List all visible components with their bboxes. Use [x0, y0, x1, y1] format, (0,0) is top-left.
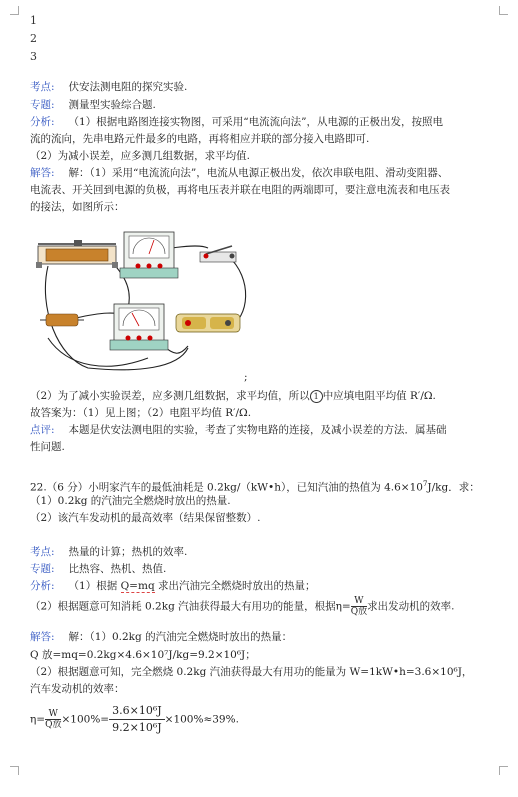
circuit-figure	[28, 218, 258, 380]
line-number-1: 1	[30, 14, 37, 27]
jieda-row-3: 的接法，如图所示：	[30, 201, 125, 213]
corner-mark-bottom-left	[10, 766, 19, 775]
corner-mark-top-right	[499, 6, 508, 15]
q22-jieda-row-3: （2）根据题意可知，完全燃烧 0.2kg 汽油获得最大有用功的能量为 W=1kW•h=3.6×10⁶J，	[30, 666, 473, 678]
eta-frac2	[109, 703, 165, 736]
q22-jieda-row-2: Q 放=mq=0.2kg×4.6×10⁷J/kg=9.2×10⁶J；	[30, 649, 256, 661]
answer-text-1a: （2）为了减小实验误差，应多测几组数据，求平均值，所以	[30, 390, 310, 402]
eta-frac2-den: 9.2×10⁶J	[112, 721, 162, 734]
q22-zhuanti-row	[30, 562, 490, 576]
q22-fenxi-row-2	[30, 596, 490, 617]
line-number-3: 3	[30, 50, 37, 63]
eta-frac1-den: Q放	[45, 720, 62, 730]
q22-jieda-label: 解答:	[30, 631, 55, 643]
dianping-label: 点评:	[30, 424, 55, 436]
q22-jieda-text-1: 解：（1）0.2kg 的汽油完全燃烧时放出的热量：	[68, 631, 293, 643]
q22-kaodian-row	[30, 545, 490, 559]
jieda-row-1	[30, 166, 490, 180]
q22-kaodian-label: 考点:	[30, 546, 55, 558]
rheostat	[36, 240, 118, 268]
eta-frac2-num: 3.6×10⁶J	[109, 703, 165, 720]
q22-title-sup: 7	[422, 480, 428, 488]
battery	[176, 314, 240, 332]
eta-prefix: η=	[30, 713, 46, 726]
q22-zhuanti-label: 专题:	[30, 563, 55, 575]
q22-fenxi-row-1	[30, 579, 490, 593]
figure-caption: ;	[244, 371, 248, 383]
q22-zhuanti-text: 比热容、热机、热值.	[68, 563, 167, 575]
eta-mid: ×100%=	[61, 713, 110, 726]
resistor	[40, 314, 84, 326]
q22-fenxi-text-1b: 求出汽油完全燃烧时放出的热量；	[154, 580, 316, 592]
q22-part1: （1）0.2kg 的汽油完全燃烧时放出的热量.	[30, 495, 231, 507]
q22-fenxi-text-2b: 求出发动机的效率.	[367, 600, 455, 613]
kaodian-label: 考点:	[30, 81, 55, 93]
q22-part2: （2）该汽车发动机的最高效率（结果保留整数）.	[30, 512, 261, 524]
corner-mark-bottom-right	[499, 766, 508, 775]
q22-title	[30, 477, 490, 495]
fenxi-label: 分析:	[30, 116, 55, 128]
corner-mark-top-left	[10, 6, 19, 15]
q22-fenxi-formula: Q=mq	[120, 580, 155, 592]
q22-jieda-row-4: 汽车发动机的效率：	[30, 683, 125, 695]
dianping-row-1	[30, 423, 490, 437]
q22-fenxi-text-1a: （1）根据	[68, 580, 121, 592]
dianping-row-2: 性问题.	[30, 441, 65, 453]
zhuanti-label: 专题:	[30, 99, 55, 111]
eta-fraction-num: W	[351, 596, 367, 607]
efficiency-equation	[30, 703, 490, 736]
q22-fenxi-label: 分析:	[30, 580, 55, 592]
kaodian-row	[30, 80, 490, 94]
fenxi-row-1	[30, 115, 490, 129]
eta-frac1	[45, 709, 61, 730]
eta-frac1-num: W	[45, 709, 61, 720]
jieda-text-1: 解：（1）采用“电流流向法”，电流从电源正极出发，依次串联电阻、滑动变阻器、	[68, 167, 449, 179]
zhuanti-text: 测量型实验综合题.	[68, 99, 156, 111]
jieda-row-2: 电流表、开关回到电源的负极，再将电压表并联在电阻的两端即可，要注意电流表和电压表	[30, 184, 450, 196]
jieda-label: 解答:	[30, 167, 55, 179]
q22-title-text: 22.（6 分）小明家汽车的最低油耗是 0.2kg/（kW•h），已知汽油的热值为 4.6×10	[30, 481, 423, 494]
eta-fraction-den: Q放	[350, 607, 368, 617]
fenxi-row-3: （2）为减小误差，应多测几组数据，求平均值.	[30, 150, 251, 162]
voltmeter	[110, 304, 168, 350]
answer-row-1	[30, 389, 490, 403]
eta-fraction	[351, 596, 367, 617]
ammeter	[120, 232, 178, 278]
kaodian-text: 伏安法测电阻的探究实验.	[68, 81, 188, 93]
answer-row-2: 故答案为：（1）见上图；（2）电阻平均值 R′/Ω.	[30, 407, 252, 419]
q22-fenxi-text-2a: （2）根据题意可知消耗 0.2kg 汽油获得最大有用功的能量，根据η=	[30, 600, 351, 613]
answer-text-1b: 中应填电阻平均值 R′/Ω.	[322, 390, 436, 402]
eta-end: ×100%≈39%.	[164, 713, 239, 726]
q22-kaodian-text: 热量的计算；热机的效率.	[68, 546, 188, 558]
fenxi-text-1: （1）根据电路图连接实物图，可采用“电流流向法”，从电源的正极出发，按照电	[68, 116, 443, 128]
q22-title-end: J/kg．求：	[427, 481, 480, 494]
circled-number: 1	[310, 390, 323, 403]
line-number-2: 2	[30, 32, 37, 45]
zhuanti-row	[30, 98, 490, 112]
switch	[200, 246, 236, 262]
dianping-text-1: 本题是伏安法测电阻的实验，考查了实物电路的连接，及减小误差的方法．属基础	[68, 424, 447, 436]
fenxi-row-2: 流的流向，先串电路元件最多的电路，再将相应并联的部分接入电路即可.	[30, 133, 370, 145]
q22-jieda-row-1	[30, 630, 490, 644]
